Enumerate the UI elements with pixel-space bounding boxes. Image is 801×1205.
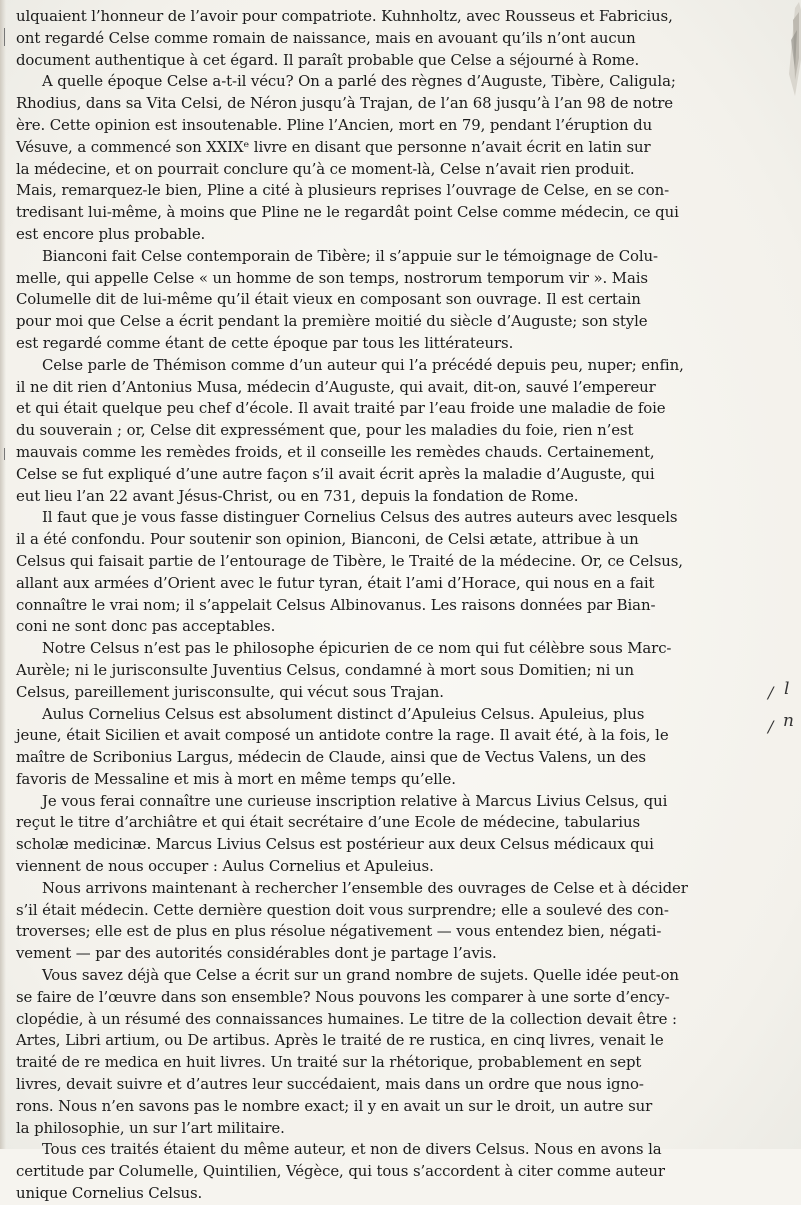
text-line: document authentique à cet égard. Il paraît probable que Celse a séjourné à Rome. — [16, 50, 640, 69]
text-line: Bianconi fait Celse contemporain de Tibère; il s’appuie sur le témoignage de Colu- — [42, 246, 658, 265]
text-line: Artes, Libri artium, ou De artibus. Après le traité de re rustica, en cinq livres, venait le — [16, 1031, 664, 1050]
text-line: il a été confondu. Pour soutenir son opinion, Bianconi, de Celsi ætate, attribue à un — [16, 530, 639, 549]
text-line: clopédie, à un résumé des connaissances humaines. Le titre de la collection devait être : — [16, 1009, 677, 1028]
body-text — [16, 6, 760, 1205]
text-line: Notre Celsus n’est pas le philosophe épicurien de ce nom qui fut célèbre sous Marc- — [42, 639, 672, 658]
text-line: maître de Scribonius Largus, médecin de Claude, ainsi que de Vectus Valens, un des — [16, 748, 646, 767]
text-line: eut lieu l’an 22 avant Jésus-Christ, ou en 731, depuis la fondation de Rome. — [16, 486, 579, 505]
margin-annotation: / — [768, 683, 774, 702]
margin-annotation: / — [768, 717, 774, 736]
text-line: allant aux armées d’Orient avec le futur tyran, était l’ami d’Horace, qui nous en a fait — [16, 573, 655, 592]
text-line: il ne dit rien d’Antonius Musa, médecin d’Auguste, qui avait, dit-on, sauvé l’empereur — [16, 377, 656, 396]
text-line: unique Cornelius Celsus. — [16, 1184, 203, 1203]
text-line: pour moi que Celse a écrit pendant la première moitié du siècle d’Auguste; son style — [16, 312, 648, 331]
text-line: et qui était quelque peu chef d’école. Il avait traité par l’eau froide une maladie de foie — [16, 399, 666, 418]
text-line: la philosophie, un sur l’art militaire. — [16, 1118, 285, 1137]
text-line: ulquaient l’honneur de l’avoir pour compatriote. Kuhnholtz, avec Rousseus et Fabricius, — [16, 7, 673, 25]
text-line: Je vous ferai connaître une curieuse inscription relative à Marcus Livius Celsus, qui — [42, 791, 668, 810]
text-line: Vésuve, a commencé son XXIXᵉ livre en disant que personne n’avait écrit en latin sur — [16, 137, 651, 156]
text-line: coni ne sont donc pas acceptables. — [16, 617, 276, 636]
text-line: tredisant lui-même, à moins que Pline ne le regardât point Celse comme médecin, ce qui — [16, 203, 679, 222]
text-line: Mais, remarquez-le bien, Pline a cité à plusieurs reprises l’ouvrage de Celse, en se con- — [16, 181, 670, 200]
text-line: traité de re medica en huit livres. Un traité sur la rhétorique, probablement en sept — [16, 1053, 642, 1072]
text-line: Il faut que je vous fasse distinguer Cornelius Celsus des autres auteurs avec lesquels — [42, 508, 678, 527]
text-line: est encore plus probable. — [16, 224, 206, 243]
text-line: la médecine, et on pourrait conclure qu’à ce moment-là, Celse n’avait rien produit. — [16, 159, 635, 178]
margin-mark — [4, 448, 5, 460]
text-line: Rhodius, dans sa Vita Celsi, de Néron jusqu’à Trajan, de l’an 68 jusqu’à l’an 98 de notre — [16, 94, 673, 113]
text-line: se faire de l’œuvre dans son ensemble? Nous pouvons les comparer à une sorte d’ency- — [16, 987, 670, 1006]
text-line: ère. Cette opinion est insoutenable. Pline l’Ancien, mort en 79, pendant l’éruption du — [16, 115, 653, 134]
text-line: Celsus, pareillement jurisconsulte, qui vécut sous Trajan. — [16, 682, 444, 701]
text-line: melle, qui appelle Celse « un homme de son temps, nostrorum temporum vir ». Mais — [16, 268, 648, 287]
text-line: Celse se fut expliqué d’une autre façon s’il avait écrit après la maladie d’Auguste, qui — [16, 464, 655, 483]
text-line: ont regardé Celse comme romain de naissance, mais en avouant qu’ils n’ont aucun — [16, 28, 636, 47]
text-line: Celse parle de Thémison comme d’un auteur qui l’a précédé depuis peu, nuper; enfin, — [42, 355, 684, 374]
text-line: troverses; elle est de plus en plus résolue négativement — vous entendez bien, négati- — [16, 922, 662, 941]
text-line: jeune, était Sicilien et avait composé un antidote contre la rage. Il avait été, à la fois, le — [16, 726, 669, 745]
text-line: connaître le vrai nom; il s’appelait Celsus Albinovanus. Les raisons données par Bian- — [16, 595, 656, 614]
text-line: Nous arrivons maintenant à rechercher l’ensemble des ouvrages de Celse et à décider — [42, 878, 688, 897]
text-line: s’il était médecin. Cette dernière question doit vous surprendre; elle a soulevé des con- — [16, 900, 669, 919]
text-line: Vous savez déjà que Celse a écrit sur un grand nombre de sujets. Quelle idée peut-on — [42, 966, 679, 985]
margin-mark — [4, 28, 5, 46]
text-line: du souverain ; or, Celse dit expressément que, pour les maladies du foie, rien n’est — [16, 421, 634, 440]
text-line: A quelle époque Celse a-t-il vécu? On a parlé des règnes d’Auguste, Tibère, Caligula; — [42, 72, 676, 91]
text-line: reçut le titre d’archiâtre et qui était secrétaire d’une Ecole de médecine, tabularius — [16, 813, 641, 832]
text-line: favoris de Messaline et mis à mort en même temps qu’elle. — [16, 769, 456, 788]
text-line: est regardé comme étant de cette époque par tous les littérateurs. — [16, 333, 514, 352]
binding-shadow — [0, 0, 6, 1149]
text-line: Columelle dit de lui-même qu’il était vieux en composant son ouvrage. Il est certain — [16, 290, 641, 309]
margin-annotation: l — [784, 679, 790, 699]
page-corner-mark — [765, 0, 801, 115]
text-line: mauvais comme les remèdes froids, et il conseille les remèdes chauds. Certainement, — [16, 442, 655, 461]
text-line: Tous ces traités étaient du même auteur, et non de divers Celsus. Nous en avons la — [42, 1140, 662, 1159]
text-line: Aurèle; ni le jurisconsulte Juventius Celsus, condamné à mort sous Domitien; ni un — [16, 660, 634, 679]
text-line: certitude par Columelle, Quintilien, Végèce, qui tous s’accordent à citer comme auteur — [16, 1162, 665, 1181]
text-line: livres, devait suivre et d’autres leur succédaient, mais dans un ordre que nous igno- — [16, 1075, 644, 1094]
text-line: scholæ medicinæ. Marcus Livius Celsus est postérieur aux deux Celsus médicaux qui — [16, 835, 654, 854]
text-line: vement — par des autorités considérables dont je partage l’avis. — [16, 944, 497, 963]
text-line: Celsus qui faisait partie de l’entourage de Tibère, le Traité de la médecine. Or, ce Celsus, — [16, 551, 683, 570]
text-line: viennent de nous occuper : Aulus Cornelius et Apuleius. — [16, 857, 434, 876]
margin-annotation: n — [783, 711, 794, 731]
text-line: rons. Nous n’en savons pas le nombre exact; il y en avait un sur le droit, un autre sur — [16, 1096, 653, 1115]
text-line: Aulus Cornelius Celsus est absolument distinct d’Apuleius Celsus. Apuleius, plus — [42, 704, 645, 723]
